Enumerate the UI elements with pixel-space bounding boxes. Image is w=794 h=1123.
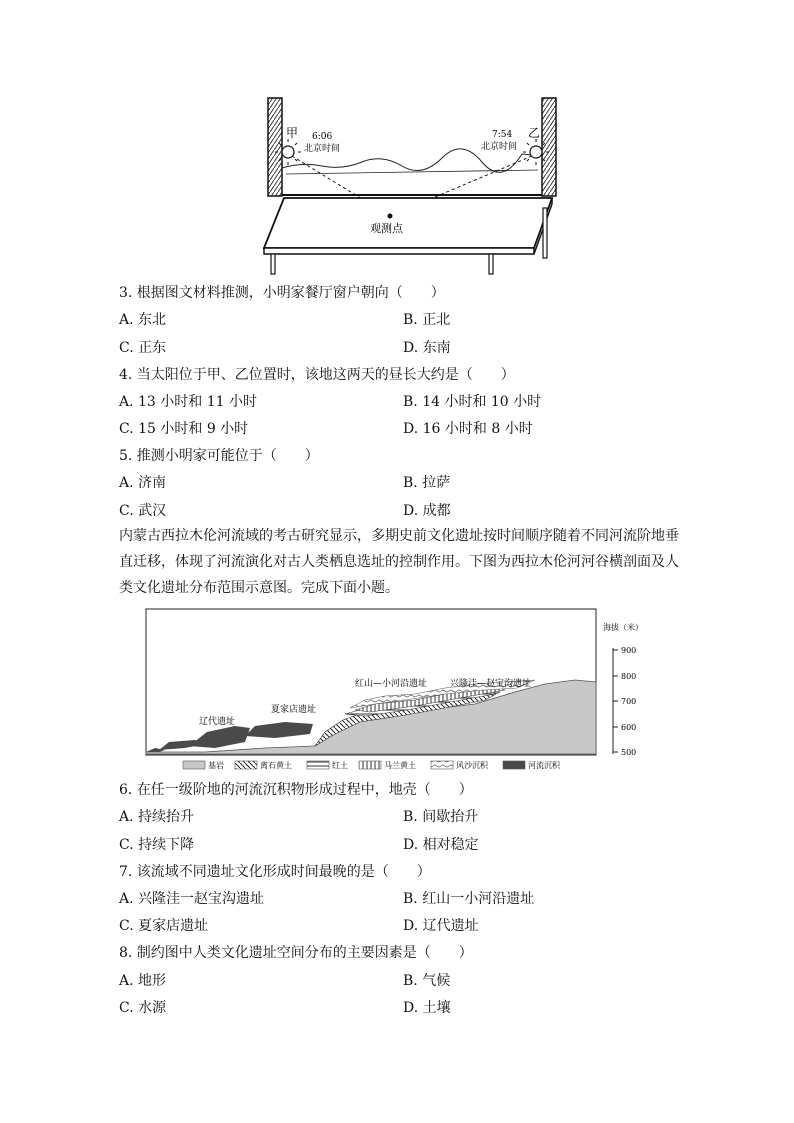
tick-800: 800 (621, 672, 637, 681)
q4-option-a[interactable]: A. 13 小时和 11 小时 (119, 394, 257, 410)
q8-option-a[interactable]: A. 地形 (119, 973, 167, 989)
observation-label: 观测点 (370, 222, 403, 235)
site-label-xinglongwa: 兴隆洼—赵宝沟遗址 (450, 679, 532, 689)
elevation-axis-title: 海拔（米） (603, 623, 643, 632)
q4-option-c[interactable]: C. 15 小时和 9 小时 (119, 421, 249, 437)
q6-option-d[interactable]: D. 相对稳定 (403, 837, 479, 853)
passage-line-1: 内蒙古西拉木伦河流域的考古研究显示，多期史前文化遗址按时间顺序随着不同河流阶地垂 (119, 528, 679, 544)
q3-option-b[interactable]: B. 正北 (403, 312, 451, 328)
q8-stem: 8. 制约图中人类文化遗址空间分布的主要因素是（ ） (119, 945, 473, 961)
site-label-liao: 辽代遗址 (199, 717, 236, 727)
time-jia-note: 北京时间 (304, 144, 341, 154)
q3-option-c[interactable]: C. 正东 (119, 340, 167, 356)
q5-option-d[interactable]: D. 成都 (403, 503, 451, 519)
q4-option-d[interactable]: D. 16 小时和 8 小时 (403, 421, 533, 437)
label-yi: 乙 (528, 126, 541, 140)
q6-option-b[interactable]: B. 间歇抬升 (403, 809, 479, 825)
q7-option-a[interactable]: A. 兴隆洼一赵宝沟遗址 (119, 891, 265, 907)
q7-option-b[interactable]: B. 红山一小河沿遗址 (403, 891, 535, 907)
q7-stem: 7. 该流域不同遗址文化形成时间最晚的是（ ） (119, 864, 431, 880)
passage (119, 523, 679, 601)
time-jia: 6:06 (312, 132, 333, 142)
site-label-xiajiadian: 夏家店遗址 (271, 705, 317, 715)
legend-bedrock: 基岩 (208, 761, 224, 770)
label-jia: 甲 (286, 126, 299, 140)
q4-stem: 4. 当太阳位于甲、乙位置时，该地这两天的昼长大约是（ ） (119, 367, 515, 383)
valley-cross-section-figure (145, 608, 673, 774)
q5-option-a[interactable]: A. 济南 (119, 475, 167, 491)
time-yi: 7:54 (492, 130, 513, 140)
q5-option-c[interactable]: C. 武汉 (119, 503, 167, 519)
table-top (264, 198, 552, 248)
legend-river: 河流沉积 (528, 761, 560, 770)
window-frame-right (542, 98, 556, 196)
legend (183, 760, 561, 770)
q3-option-a[interactable]: A. 东北 (119, 312, 167, 328)
q3-stem: 3. 根据图文材料推测，小明家餐厅窗户朝向（ ） (119, 285, 445, 301)
q6-option-c[interactable]: C. 持续下降 (119, 837, 195, 853)
passage-line-3: 类文化遗址分布范围示意图。完成下面小题。 (119, 580, 399, 596)
q8-option-b[interactable]: B. 气候 (403, 973, 451, 989)
observation-point (388, 214, 393, 219)
q7-option-d[interactable]: D. 辽代遗址 (403, 918, 479, 934)
window-frame-left (268, 98, 282, 196)
q8-option-c[interactable]: C. 水源 (119, 1000, 167, 1016)
q6-stem: 6. 在任一级阶地的河流沉积物形成过程中，地壳（ ） (119, 782, 473, 798)
legend-red-soil: 红土 (332, 761, 348, 770)
site-label-hongshan: 红山—小河沿遗址 (355, 679, 428, 689)
q8-option-d[interactable]: D. 土壤 (403, 1000, 451, 1016)
passage-line-2: 直迁移，体现了河流演化对古人类栖息选址的控制作用。下图为西拉木伦河河谷横剖面及人 (119, 554, 679, 570)
q5-stem: 5. 推测小明家可能位于（ ） (119, 448, 319, 464)
legend-malan: 马兰黄土 (384, 761, 416, 770)
tick-900: 900 (621, 646, 637, 655)
q4-option-b[interactable]: B. 14 小时和 10 小时 (403, 394, 542, 410)
window-sun-figure (262, 96, 562, 276)
legend-lishi: 离石黄土 (260, 761, 292, 770)
tick-500: 500 (621, 748, 637, 757)
time-yi-note: 北京时间 (481, 142, 518, 152)
tick-600: 600 (621, 723, 637, 732)
q3-option-d[interactable]: D. 东南 (403, 340, 451, 356)
q6-option-a[interactable]: A. 持续抬升 (119, 809, 195, 825)
legend-sand: 风沙沉积 (456, 761, 488, 770)
q5-option-b[interactable]: B. 拉萨 (403, 475, 451, 491)
tick-700: 700 (621, 697, 637, 706)
q7-option-c[interactable]: C. 夏家店遗址 (119, 918, 209, 934)
